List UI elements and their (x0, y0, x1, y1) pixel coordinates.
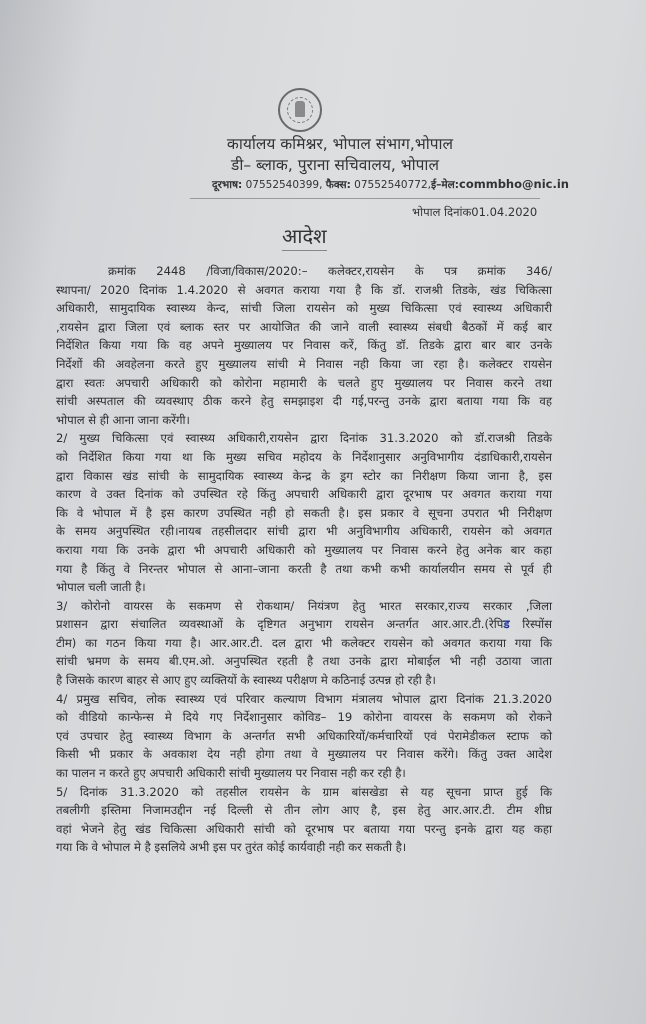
date-line: भोपाल दिनांक01.04.2020 (412, 205, 538, 219)
paragraph-line: को वीडियो कान्फेन्स मे दिये गए निर्देशानुसार कोविड– 19 कोरोना वायरस के सकमण को रोकने (56, 710, 552, 725)
paragraph-line: द्वारा स्वतः अपचारी अधिकारी को कोरोना महामारी के चलते हुए मुख्यालय पर निवास करने तथा (56, 375, 552, 390)
header-divider (190, 198, 540, 199)
paragraph-line: क्रमांक 2448 /विजा/विकास/2020:– कलेक्टर,रायसेन के पत्र क्रमांक 346/ (108, 264, 552, 278)
paragraph-line: किसी भी प्रकार के अवकाश देय नही होगा तथा वे मुख्यालय पर निवास करेंगे। किंतु उक्त आदेश (56, 747, 552, 762)
paragraph-line: निर्देशित किया गया कि वह अपने मुख्यालय पर निवास करें, किंतु डॉ. तिडके द्वारा बार बार उनके (56, 338, 552, 353)
emblem-lion-capital (295, 101, 305, 117)
paragraph-line: एवं उपचार हेतु स्वास्थ्य विभाग के अन्तर्गत सभी अधिकारियों/कर्मचारियों एवं पेरामेडीकल स्टाफ को (56, 728, 552, 743)
office-address: डी– ब्लाक, पुराना सचिवालय, भोपाल (231, 156, 439, 174)
paragraph-line: भोपाल चली जाती है। (56, 580, 146, 595)
paragraph-line: वहां भेजने हेतु खंड चिकित्सा अधिकारी सांची को दूरभाष पर बताया गया परन्तु इनके द्वारा यह कहा (56, 821, 552, 836)
fax-number: 07552540772, (354, 179, 431, 191)
paragraph-line: के समय अनुपस्थित रही।नायब तहसीलदार सांची द्वारा भी अनुविभागीय अधिकारी, रायसेन को अवगत (56, 524, 552, 539)
paragraph-line: द्वारा विकास खंड सांची के सामुदायिक स्वास्थ्य केन्द्र के ड्रग स्टोर का निरीक्षण किया जाना है, इस (56, 468, 552, 483)
paragraph-line: गया कि वे भोपाल मे है इसलिये अभी इस पर तुरंत कोई कार्यवाही नही कर सकती है। (56, 840, 407, 855)
fax-label: फैक्स: (325, 179, 351, 191)
paragraph-line: तबलीगी इस्तिमा निजामउद्दीन नई दिल्ली से तीन लोग आए है, इस हेतु आर.आर.टी. टीम शीघ्र (56, 803, 552, 818)
paragraph-line: टीम) का गठन किया गया है। आर.आर.टी. दल द्वारा भी कलेक्टर रायसेन को अवगत कराया गया कि (56, 635, 552, 650)
paragraph-line: 3/ कोरोनो वायरस के सकमण से रोकथाम/ नियंत्रण हेतु भारत सरकार,राज्य सरकार ,जिला (56, 598, 552, 613)
handwritten-correction: ड (503, 617, 510, 632)
paragraph-line: 2/ मुख्य चिकित्सा एवं स्वास्थ्य अधिकारी,रायसेन द्वारा दिनांक 31.3.2020 को डॉ.राजश्री तिडके (56, 431, 552, 446)
paragraph-line: 5/ दिनांक 31.3.2020 को तहसील रायसेन के ग्राम बांसखेडा से यह सूचना प्राप्त हुई कि (56, 784, 552, 799)
paragraph-line: ,रायसेन द्वारा जिला एवं ब्लाक स्तर पर आयोजित की जाने वाली स्वास्थ्य संबधी बैठकों में कई बार (56, 319, 552, 334)
office-name: कार्यालय कमिश्नर, भोपाल संभाग,भोपाल (226, 135, 454, 153)
phone-number: 07552540399, (245, 179, 323, 191)
order-body (56, 262, 552, 857)
paragraph-2 (56, 429, 552, 596)
paragraph-line: गया है किंतु वे निरन्तर भोपाल से आना–जाना करती है तथा कभी कभी कार्यालयीन समय से पूर्व ही (56, 561, 552, 576)
paragraph-4 (56, 690, 552, 783)
paragraph-line: है जिसके कारण बाहर से आए हुए व्यक्तियों के स्वास्थ्य परीक्षण मे कठिनाई उत्पन्न हो रही है। (56, 673, 436, 688)
paragraph-line: 4/ प्रमुख सचिव, लोक स्वास्थ्य एवं परिवार कल्याण विभाग मंत्रालय भोपाल द्वारा दिनांक 21.3.2020 (56, 691, 552, 706)
email-label: ई–मेल: (431, 179, 460, 191)
paragraph-line: कराया गया कि उनके द्वारा भी अपचारी अधिकारी को मुख्यालय पर निवास करने हेतु अनेक बार कहा (56, 542, 552, 557)
contact-line (212, 177, 569, 192)
order-title: आदेश (282, 222, 327, 251)
paragraph-line: स्थापना/ 2020 दिनांक 1.4.2020 से अवगत कराया गया है कि डॉ. राजश्री तिडके, खंड चिकित्सा (56, 282, 552, 297)
paragraph-5 (56, 783, 552, 857)
paragraph-line: निर्देशों की अवहेलना करते हुए मुख्यालय सांची मे निवास नही किया जा रहा है। कलेक्टर रायसेन (56, 356, 552, 371)
paragraph-line: सांची अस्पताल की व्यवस्थाए ठीक करने हेतु समझाइश दी गई,परन्तु उनके द्वारा बताया गया कि वह (56, 394, 552, 409)
paragraph-line: भोपाल से ही आना जाना करेंगी। (56, 412, 190, 427)
paragraph-line: कि वे भोपाल में है इस कारण उपस्थित नही हो सकती है। इस प्रकार वे सूचना उपरात भी निरीक्षण (56, 505, 552, 520)
paragraph-line: का पालन न करते हुए अपचारी अधिकारी सांची मुख्यालय पर निवास नही कर रही है। (56, 766, 406, 781)
paragraph-line: को निर्देशित किया गया था कि मुख्य सचिव महोदय के निर्देशानुसार अनुविभागीय दंडाधिकारी,रायसेन (56, 449, 552, 464)
phone-label: दूरभाष: (212, 179, 243, 191)
paragraph-line: कारण वे उक्त दिनांक को उपस्थित रहे किंतु अपचारी अधिकारी द्वारा दूरभाष पर अवगत कराया गया (56, 487, 552, 502)
paragraph-line: सांची भ्रमण के समय बी.एम.ओ. अनुपस्थित रहती है तथा उनके द्वारा मोबाईल भी नही उठाया जाता (56, 654, 552, 669)
paragraph-line: अधिकारी, सामुदायिक स्वास्थ्य केन्द, सांची जिला रायसेन को मुख्य चिकित्सा एवं स्वास्थ्य अधिकारी (56, 301, 552, 316)
paragraph-line: प्रशासन द्वारा संचालित व्यवस्थाओं के दृष्टिगत अनुभाग रायसेन अन्तर्गत आर.आर.टी.(रेपिड रिस्पोंस (56, 617, 552, 632)
email-address: commbho@nic.in (459, 177, 569, 191)
paragraph-3 (56, 597, 552, 690)
paragraph-1 (56, 262, 552, 429)
state-emblem-icon (278, 88, 322, 132)
